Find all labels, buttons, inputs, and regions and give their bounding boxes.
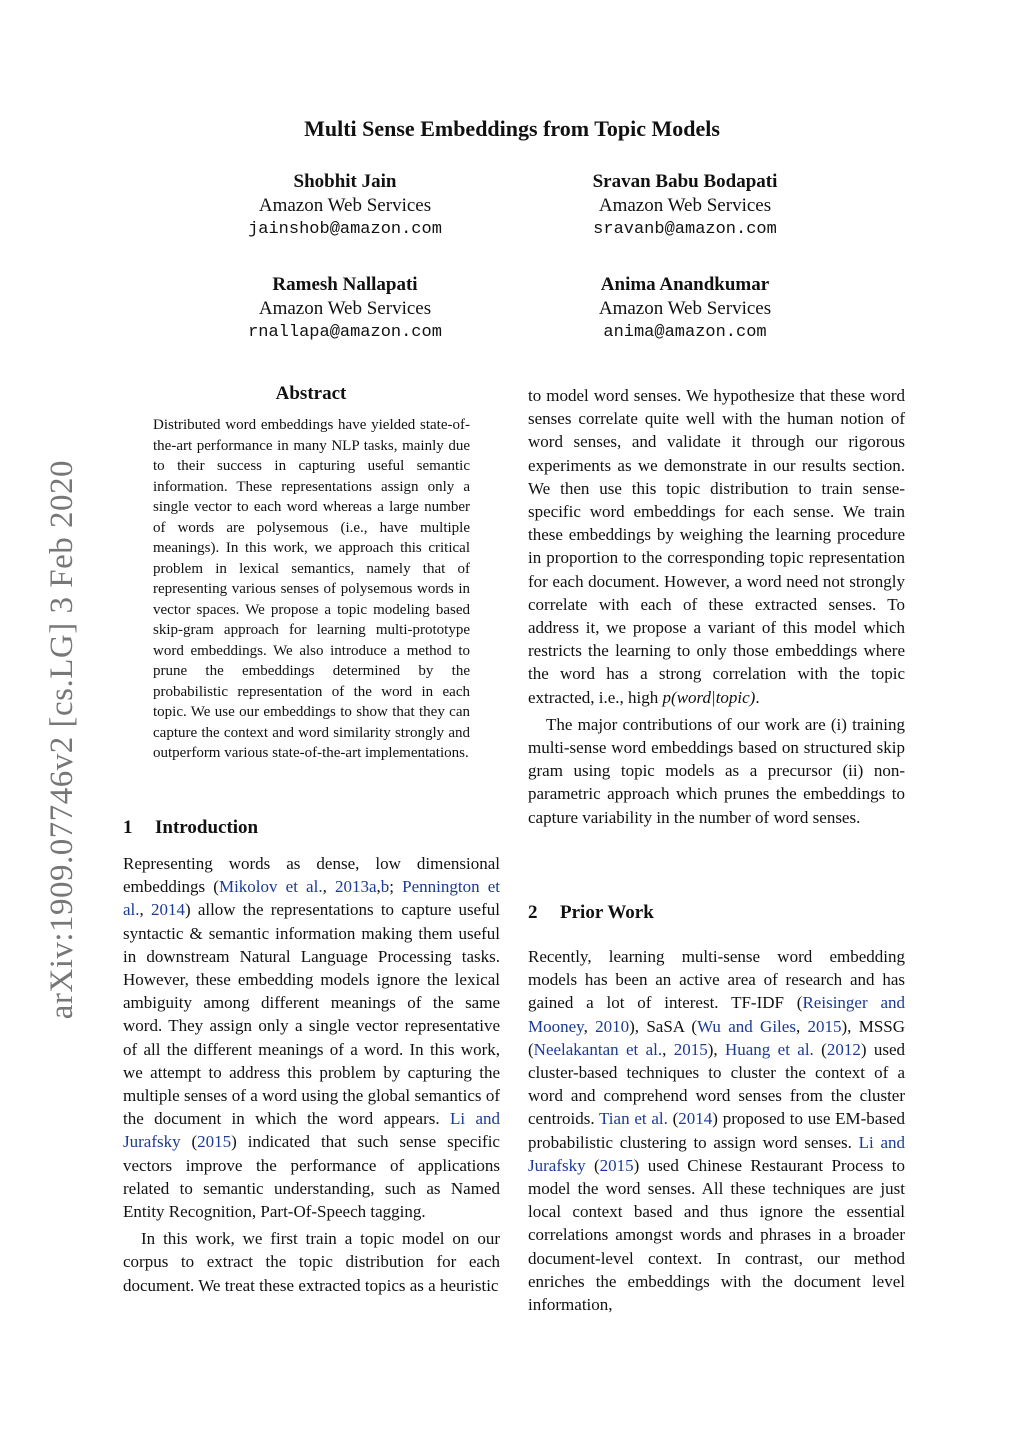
paragraph: Representing words as dense, low dimensional embeddings (Mikolov et al., 2013a,b; Pennington et al., 2014) allow the representations to capture useful syntactic & semantic information making them useful in downstream Natural Language Processing tasks. However, these embedding models ignore the lexical ambiguity among different meanings of the same word. They assign only a single vector representative of all the different meanings of a word. In this work, we attempt to address this problem by capturing the multiple senses of a word using the global semantics of the document in which the word appears. Li and Jurafsky (2015) indicated that such sense specific vectors improve the performance of applications related to semantic understanding, such as Named Entity Recognition, Part-Of-Speech tagging. (123, 854, 500, 1222)
citation-link[interactable]: Wu and Giles (697, 1016, 796, 1036)
paragraph: The major contributions of our work are (i) training multi-sense word embeddings based on structured skip gram using topic models as a precursor (ii) non-parametric approach which prunes the embeddings to capture variability in the number of word senses. (528, 714, 905, 827)
citation-link[interactable]: Mikolov et al. (218, 877, 323, 897)
section-heading-introduction (123, 817, 258, 839)
right-column-body (528, 384, 905, 829)
abstract-heading: Abstract (275, 383, 347, 404)
author-name: Ramesh Nallapati (272, 274, 418, 295)
citation-link[interactable]: 2015 (599, 1155, 634, 1175)
section-heading-prior-work (528, 902, 654, 924)
paper-title: Multi Sense Embeddings from Topic Models (304, 116, 720, 141)
citation-link[interactable]: 2014 (678, 1109, 713, 1129)
prior-work-body (528, 945, 905, 1316)
introduction-body (123, 852, 500, 1297)
citation-link[interactable]: Tian et al. (599, 1109, 668, 1129)
citation-link[interactable]: 2010 (595, 1016, 630, 1036)
citation-link[interactable]: 2015 (197, 1132, 232, 1152)
citation-link[interactable]: Pennington et al. (123, 877, 500, 920)
author-block (525, 170, 845, 242)
author-block (185, 170, 505, 242)
citation-link[interactable]: Neelakantan et al. (533, 1039, 663, 1059)
author-affiliation: Amazon Web Services (598, 195, 772, 216)
paragraph: In this work, we first train a topic model on our corpus to extract the topic distribution for each document. We treat these extracted topics as a heuristic (123, 1229, 500, 1295)
paragraph: Recently, learning multi-sense word embedding models has been an active area of research and has gained a lot of interest. TF-IDF (Reisinger and Mooney, 2010), SaSA (Wu and Giles, 2015), MSSG (Neelakantan et al., 2015), Huang et al. (2012) used cluster-based techniques to cluster the context of a word and comprehend word senses from the cluster centroids. Tian et al. (2014) proposed to use EM-based probabilistic clustering to assign word senses. Li and Jurafsky (2015) used Chinese Restaurant Process to model the word senses. All these techniques are just local context based and thus ignore the essential correlations amongst words and phrases in a broader document-level context. In contrast, our method enriches the embeddings with the document level information, (528, 947, 906, 1315)
citation-link[interactable]: 2013a (334, 877, 377, 897)
author-email[interactable]: anima@amazon.com (603, 323, 767, 342)
math-expression: p(word|topic) (662, 687, 756, 707)
abstract-text: Distributed word embeddings have yielded state-of-the-art performance in many NLP tasks, mainly due to their success in capturing useful semantic information. These representations assign only a single vector to each word whereas a large number of words are polysemous (i.e., have multiple meanings). In this work, we approach this critical problem in lexical semantics, namely that of representing various senses of polysemous words in vector spaces. We propose a topic modeling based skip-gram approach for learning multi-prototype word embeddings. We also introduce a method to prune the embeddings determined by the probabilistic representation of the word in each topic. We use our embeddings to show that they can capture the context and word similarity strongly and outperform various state-of-the-art implementations. (153, 417, 470, 761)
author-name: Sravan Babu Bodapati (592, 171, 778, 192)
section-title: Prior Work (560, 902, 654, 923)
citation-link[interactable]: 2012 (826, 1039, 861, 1059)
author-affiliation: Amazon Web Services (258, 298, 432, 319)
citation-link[interactable]: Reisinger and Mooney (528, 993, 905, 1036)
paragraph: to model word senses. We hypothesize that these word senses correlate quite well with the human notion of word senses, and validate it through our rigorous experiments as we demonstrate in our results section. We then use this topic distribution to train sense-specific word embeddings for each sense. We train these embeddings by weighing the learning procedure in proportion to the corresponding topic representation for each document. However, a word need not strongly correlate with each of these extracted senses. To address it, we propose a variant of this model which restricts the learning to only those embeddings where the word has a strong correlation with the topic extracted, i.e., high p(word|topic). (528, 386, 905, 707)
author-email[interactable]: jainshob@amazon.com (248, 220, 442, 239)
section-number: 1 (123, 817, 133, 838)
section-number: 2 (528, 902, 538, 923)
author-block (525, 273, 845, 345)
author-block (185, 273, 505, 345)
citation-link[interactable]: 2015 (673, 1039, 708, 1059)
author-email[interactable]: rnallapa@amazon.com (248, 323, 442, 342)
citation-link[interactable]: 2015 (807, 1016, 842, 1036)
arxiv-side-stamp: arXiv:1909.07746v2 [cs.LG] 3 Feb 2020 (44, 460, 80, 1020)
citation-link[interactable]: 2014 (150, 900, 185, 920)
citation-link[interactable]: b (380, 877, 390, 897)
citation-link[interactable]: Huang et al. (724, 1039, 814, 1059)
section-title: Introduction (155, 817, 259, 838)
author-email[interactable]: sravanb@amazon.com (593, 220, 777, 239)
citation-link[interactable]: Li and Jurafsky (123, 1109, 500, 1152)
author-affiliation: Amazon Web Services (258, 195, 432, 216)
author-affiliation: Amazon Web Services (598, 298, 772, 319)
author-name: Anima Anandkumar (600, 274, 770, 295)
author-name: Shobhit Jain (293, 171, 397, 192)
citation-link[interactable]: Li and Jurafsky (528, 1132, 906, 1175)
